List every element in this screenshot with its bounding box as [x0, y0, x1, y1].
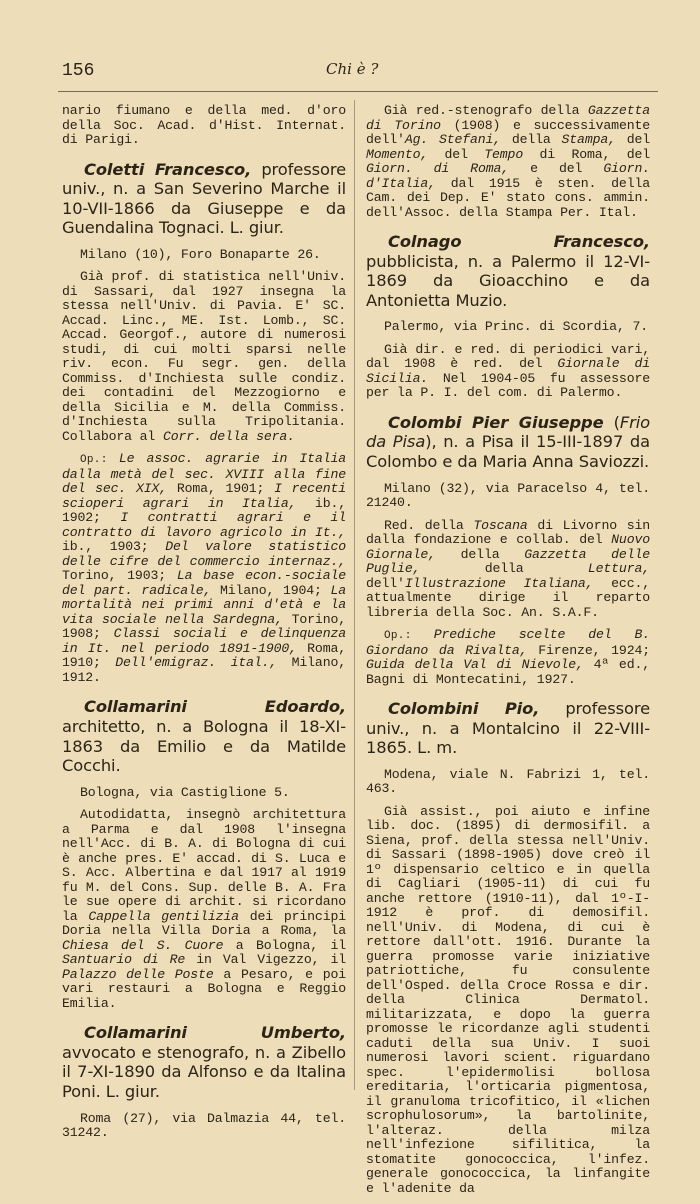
entry-colombi — [366, 413, 650, 687]
entry-collamarini-edoardo — [62, 697, 346, 1011]
entry-address: Palermo, via Princ. di Scordia, 7. — [384, 319, 648, 335]
entry-works: Op.: Prediche scelte del B. Giordano da Rivalta, Firenze, 1924; Guida della Val di Nievole, 4ª ed., Bagni di Montecatini, 1927. — [366, 627, 650, 687]
entry-address: Modena, viale N. Fabrizi 1, tel. 463. — [366, 766, 650, 797]
header-rule — [58, 91, 658, 92]
entry-works: Op.: Le assoc. agrarie in Italia dalla metà del sec. XVIII alla fine del sec. XIX, Roma, 1901; I recenti scioperi agrari in Italia, ib., 1902; I contratti agrari e il contratto di lavoro agricolo in It., ib., 1903; Del valore statistico delle cifre del commercio internaz., Torino, 1903; La base econ.-sociale del part. radicale, Milano, 1904; La mortalità nei primi anni d'età e la vita sociale nella Sardegna, Torino, 1908; Classi sociali e delinquenza in It. nel periodo 1891-1900, Roma, 1910; Dell'emigraz. ital., Milano, 1912. — [62, 451, 347, 685]
entry-description: pubblicista, n. a Palermo il 12-VI-1869 da Gioacchino e da Antonietta Muzio. — [366, 251, 650, 310]
entry-name: Collamarini Umberto, — [84, 1023, 346, 1043]
entry-heading — [366, 232, 650, 310]
entry-heading — [62, 697, 346, 775]
entry-colnago — [366, 232, 650, 401]
entry-description: professore univ., n. a Montalcino il 22-VIII-1865. L. m. — [366, 699, 650, 758]
entry-address: Milano (32), via Paracelso 4, tel. 21240. — [366, 480, 650, 511]
entry-name: Collamarini Edoardo, — [84, 697, 346, 717]
entry-pseudonym: Frio da Pisa — [366, 412, 651, 452]
entry-name: Colnago Francesco, — [388, 232, 650, 251]
continued-entry-text: Già red.-stenografo della Gazzetta di Torino (1908) e successivamente dell'Ag. Stefani, della Stampa, del Momento, del Tempo di Roma, del Giorn. di Roma, e del Giorn. d'Italia, dal 1915 è sten. della Cam. dei Dep. E' stato cons. ammin. dell'Assoc. della Stampa Per. Ital. — [366, 103, 651, 220]
left-column — [62, 104, 346, 1149]
page-number: 156 — [62, 61, 95, 81]
entry-description: avvocato e stenografo, n. a Zibello il 7-XI-1890 da Alfonso e da Italina Poni. L. giur. — [62, 1042, 346, 1102]
column-divider — [354, 100, 355, 1090]
entry-address: Milano (10), Foro Bonaparte 26. — [80, 246, 321, 262]
running-head: Chi è ? — [326, 60, 379, 78]
entry-address: Bologna, via Castiglione 5. — [80, 784, 290, 800]
works-label: Op.: — [80, 454, 119, 467]
right-column — [366, 104, 650, 1204]
entry-description: professore univ., n. a San Severino Marche il 10-VII-1866 da Giuseppe e da Guendalina Tognaci. L. giur. — [62, 159, 346, 238]
entry-biography: Già dir. e red. di periodici vari, dal 1908 è red. del Giornale di Sicilia. Nel 1904-05 fu assessore per la P. I. del com. di Palermo. — [366, 341, 650, 401]
entry-colombini — [366, 699, 650, 1196]
entry-heading — [62, 1023, 346, 1101]
entry-address: Roma (27), via Dalmazia 44, tel. 31242. — [62, 1110, 346, 1141]
continued-entry-text: nario fiumano e della med. d'oro della Soc. Acad. d'Hist. Internat. di Parigi. — [62, 103, 346, 147]
entry-biography: Già prof. di statistica nell'Univ. di Sassari, dal 1927 insegna la stessa nell'Univ. di Pavia. E' SC. Accad. Linc., ME. Ist. Lomb., SC. Accad. Georgof., autore di numerosi studi, di cui molti sparsi nelle riv. econ. Fu segr. gen. della Commiss. d'Inchiesta sulle condiz. dei contadini del Mezzogiorno e della Sicilia e M. della Commiss. d'Inchiesta sulla Tripolitania. Collabora al Corr. della sera. — [62, 269, 346, 444]
entry-biography: Autodidatta, insegnò architettura a Parma e dal 1908 l'insegna nell'Acc. di B. A. di Bologna di cui è anche pres. E' accad. di S. Luca e S. Acc. Albertina e dal 1917 al 1919 fu M. del Cons. Sup. delle B. A. Fra le sue opere di archit. si ricordano la Cappella gentilizia dei principi Doria nella Villa Doria a Roma, la Chiesa del S. Cuore a Bologna, il Santuario di Re in Val Vigezzo, il Palazzo delle Poste a Pesaro, e poi vari restauri a Bologna e Reggio Emilia. — [62, 807, 346, 1011]
entry-coletti — [62, 160, 346, 686]
entry-name: Coletti Francesco, — [84, 159, 252, 179]
entry-heading — [366, 699, 650, 758]
entry-name: Colombi Pier Giuseppe — [388, 412, 604, 432]
entry-biography: Già assist., poi aiuto e infine lib. doc. (1895) di dermosifil. a Siena, prof. della stessa nell'Univ. di Sassari (1898-1905) dove creò il 1º dispensario celtico e in quella di Cagliari (1905-11) di cui fu anche rettore (1910-11), dal 1º-I-1912 è prof. di demosifil. nell'Univ. di Modena, di cui è rettore dall'ott. 1916. Durante la guerra promosse varie iniziative patriottiche, fu consulente dell'Osped. della Croce Rossa e dir. della Clinica Dermatol. militarizzata, e dopo la guerra promosse le ricordanze agli studenti caduti della sua Univ. I suoi numerosi lavori scient. riguardano spec. l'epidermolisi bollosa ereditaria, l'orticaria pigmentosa, il granuloma tricofitico, il «lichen scrophulosorum», la bartolinite, l'alteraz. della milza nell'infezione sifilitica, la stomatite gonococcica, l'infez. generale gonococcica, la linfangite e l'adenite da — [366, 803, 650, 1196]
entry-collamarini-umberto — [62, 1023, 346, 1140]
entry-description: architetto, n. a Bologna il 18-XI-1863 da Emilio e da Matilde Cocchi. — [62, 716, 346, 776]
entry-name: Colombini Pio, — [388, 699, 540, 719]
page-header — [62, 58, 656, 84]
entry-heading: Colombi Pier Giuseppe (Frio da Pisa), n. a Pisa il 15-III-1897 da Colombo e da Maria Anna Saviozzi. — [366, 412, 651, 472]
entry-biography: Red. della Toscana di Livorno sin dalla fondazione e collab. del Nuovo Giornale, della Gazzetta delle Puglie, della Lettura, dell'Illustrazione Italiana, ecc., attualmente dirige il reparto libreria della Soc. An. S.A.F. — [366, 517, 650, 620]
entry-heading — [62, 160, 346, 238]
works-label: Op.: — [384, 630, 434, 643]
